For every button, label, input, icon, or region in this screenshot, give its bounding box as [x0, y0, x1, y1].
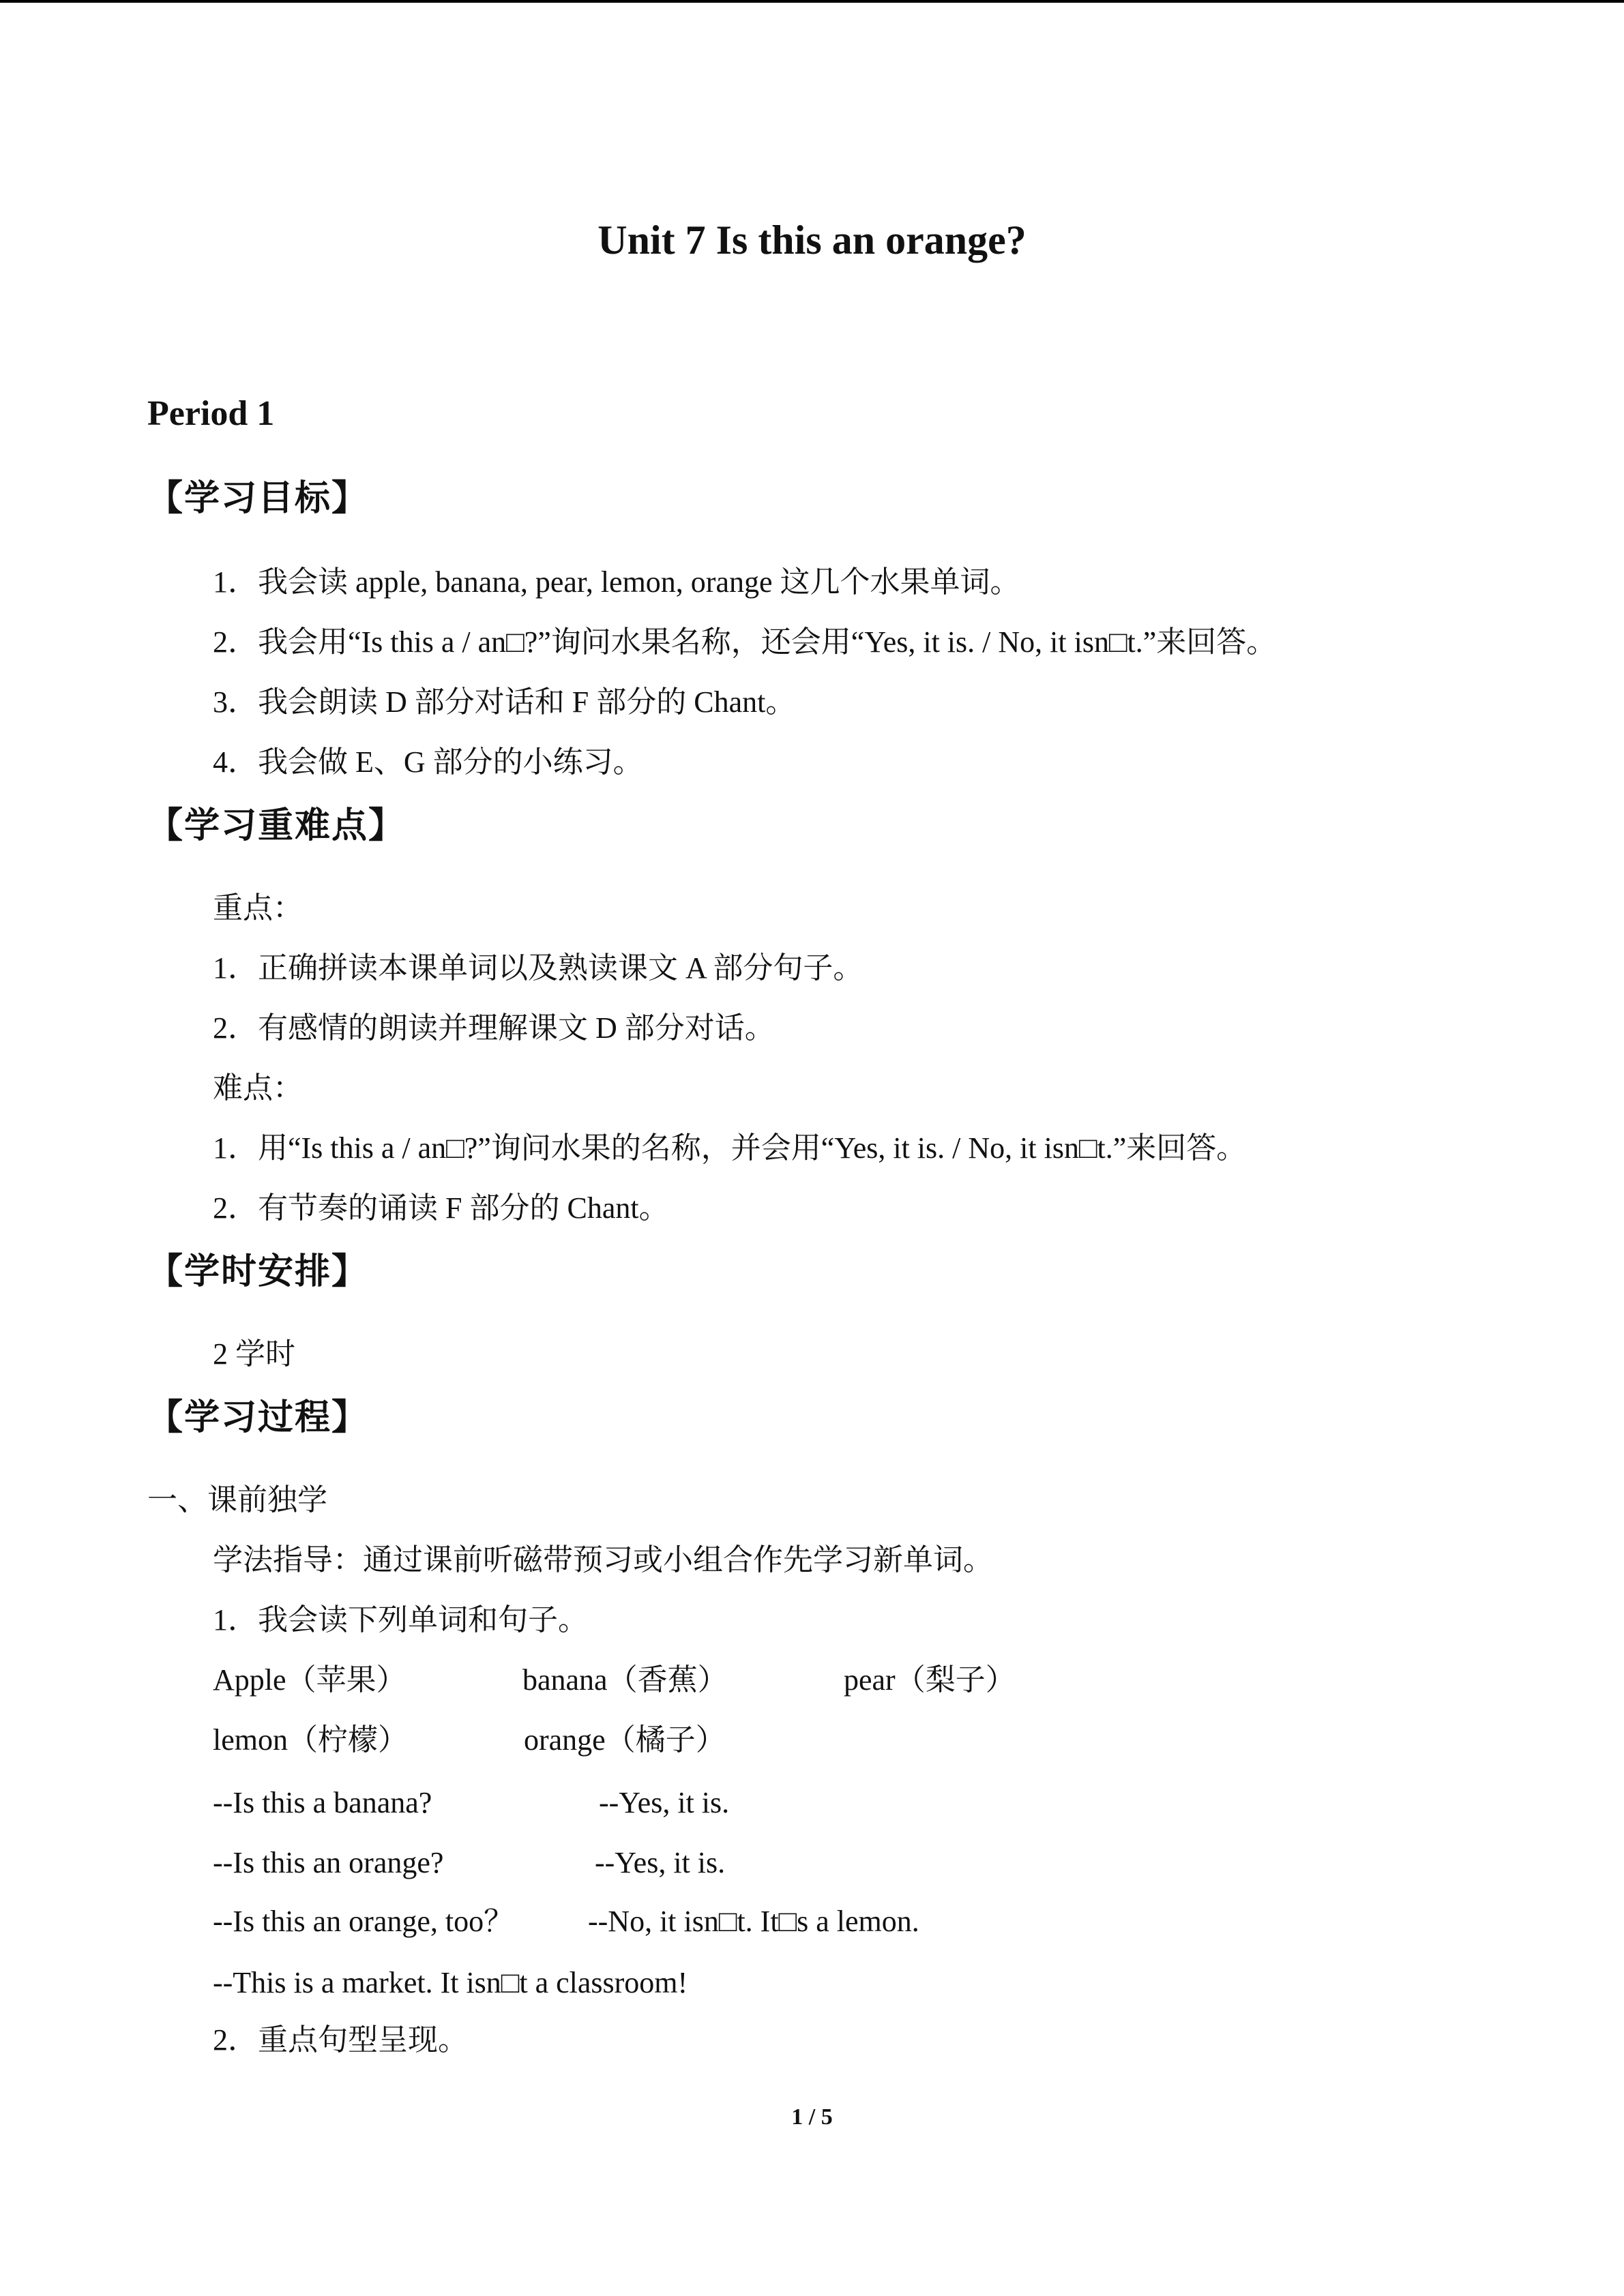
- vocab-word: Apple（苹果）: [213, 1663, 407, 1697]
- dialogue-answer: --Yes, it is.: [599, 1786, 730, 1819]
- difficulty-label: 难点：: [213, 1071, 303, 1105]
- vocab-word: orange（橘子）: [524, 1723, 726, 1757]
- objective-item: 4．我会做 E、G 部分的小练习。: [213, 745, 643, 779]
- focus-item: 1．正确拼读本课单词以及熟读课文 A 部分句子。: [213, 951, 863, 985]
- market-line: --This is a market. It isn□t a classroom!: [213, 1966, 688, 1999]
- objective-item: 3．我会朗读 D 部分对话和 F 部分的 Chant。: [213, 685, 796, 719]
- process-heading: 【学习过程】: [147, 1397, 369, 1438]
- objective-item: 1．我会读 apple, banana, pear, lemon, orange 这几个水果单词。: [213, 565, 1020, 599]
- section-one-title: 一、课前独学: [147, 1483, 327, 1517]
- difficulty-item: 2．有节奏的诵读 F 部分的 Chant。: [213, 1191, 669, 1225]
- dialogue-question: --Is this an orange, too？: [213, 1905, 514, 1938]
- vocab-word: lemon（柠檬）: [213, 1723, 408, 1757]
- step-one: 1．我会读下列单词和句子。: [213, 1603, 588, 1637]
- page-number: 1 / 5: [791, 2104, 833, 2130]
- focus-item: 2．有感情的朗读并理解课文 D 部分对话。: [213, 1011, 775, 1045]
- objectives-heading: 【学习目标】: [147, 478, 369, 519]
- dialogue-question: --Is this an orange?: [213, 1846, 444, 1879]
- study-guide: 学法指导：通过课前听磁带预习或小组合作先学习新单词。: [213, 1543, 993, 1577]
- vocab-word: pear（梨子）: [844, 1663, 1016, 1697]
- objective-item: 2．我会用“Is this a / an□?”询问水果名称，还会用“Yes, it is. / No, it isn□t.”来回答。: [213, 625, 1277, 659]
- step-two: 2．重点句型呈现。: [213, 2023, 468, 2057]
- dialogue-question: --Is this a banana?: [213, 1786, 432, 1819]
- schedule-heading: 【学时安排】: [147, 1251, 369, 1292]
- key-points-heading: 【学习重难点】: [147, 805, 406, 846]
- difficulty-item: 1．用“Is this a / an□?”询问水果的名称，并会用“Yes, it is. / No, it isn□t.”来回答。: [213, 1131, 1247, 1165]
- dialogue-answer: --No, it isn□t. It□s a lemon.: [588, 1905, 919, 1938]
- period-heading: Period 1: [147, 394, 275, 433]
- dialogue-answer: --Yes, it is.: [595, 1846, 726, 1879]
- focus-label: 重点：: [213, 891, 303, 925]
- schedule-text: 2 学时: [213, 1337, 295, 1371]
- document-title: Unit 7 Is this an orange?: [597, 218, 1027, 263]
- vocab-word: banana（香蕉）: [522, 1663, 728, 1697]
